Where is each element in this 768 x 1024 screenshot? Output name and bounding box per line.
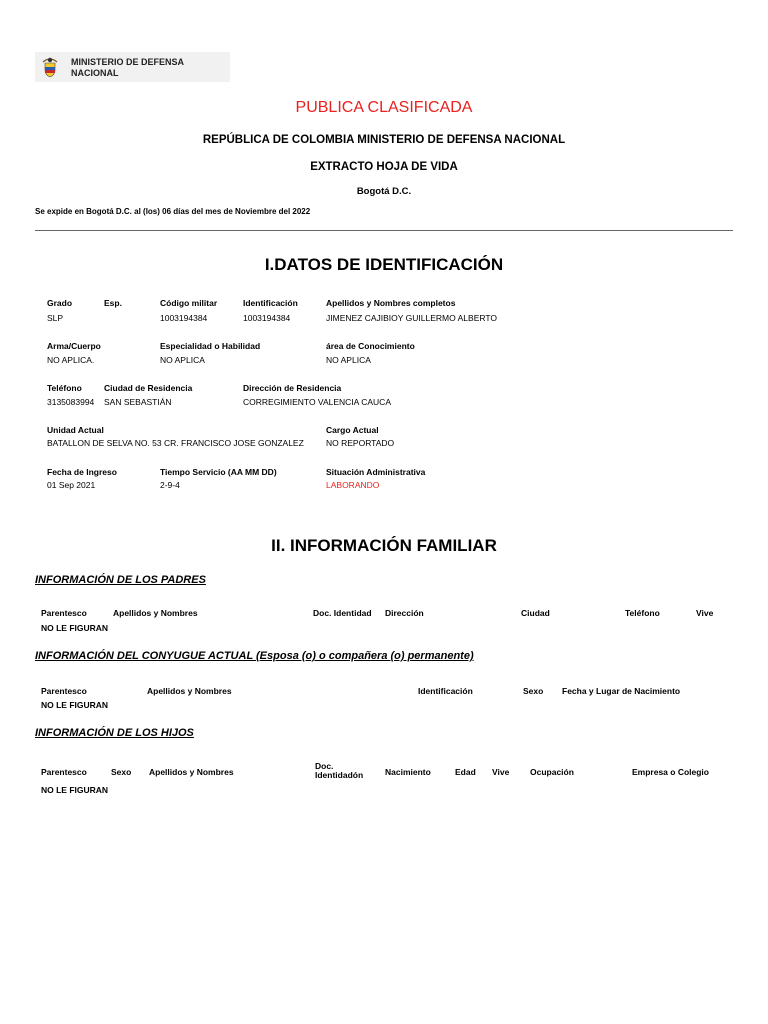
hijos-col-nacimiento: Nacimiento xyxy=(385,767,431,777)
ministry-logo xyxy=(35,52,230,82)
conyugue-subtitle: INFORMACIÓN DEL CONYUGUE ACTUAL (Esposa (o) o compañera (o) permanente) xyxy=(35,650,474,662)
hijos-col-vive: Vive xyxy=(492,767,510,777)
document-title: EXTRACTO HOJA DE VIDA xyxy=(310,161,458,173)
hijos-col-parentesco: Parentesco xyxy=(41,767,87,777)
hijos-col-ocupacion: Ocupación xyxy=(530,767,574,777)
label-unidad-actual: Unidad Actual xyxy=(47,425,104,435)
section-familiar-title: II. INFORMACIÓN FAMILIAR xyxy=(271,536,497,555)
value-cargo-actual: NO REPORTADO xyxy=(326,438,395,448)
logo-line-1: MINISTERIO DE DEFENSA xyxy=(71,57,185,67)
hijos-empty: NO LE FIGURAN xyxy=(41,785,109,795)
value-area-conocimiento: NO APLICA xyxy=(326,355,371,365)
padres-col-direccion: Dirección xyxy=(385,608,424,618)
value-codigo-militar: 1003194384 xyxy=(160,313,208,323)
divider xyxy=(35,230,733,231)
hijos-subtitle: INFORMACIÓN DE LOS HIJOS xyxy=(35,727,194,739)
classification-label: PUBLICA CLASIFICADA xyxy=(295,99,473,116)
logo-line-2: NACIONAL xyxy=(71,68,119,78)
hijos-col-nombres: Apellidos y Nombres xyxy=(149,767,234,777)
label-especialidad: Especialidad o Habilidad xyxy=(160,341,261,351)
hijos-col-sexo: Sexo xyxy=(111,767,132,777)
value-situacion-administrativa: LABORANDO xyxy=(326,480,380,490)
conyugue-col-sexo: Sexo xyxy=(523,686,544,696)
value-especialidad: NO APLICA xyxy=(160,355,205,365)
hijos-col-edad: Edad xyxy=(455,767,476,777)
padres-col-ciudad: Ciudad xyxy=(521,608,550,618)
conyugue-col-identificacion: Identificación xyxy=(418,686,473,696)
value-tiempo-servicio: 2-9-4 xyxy=(160,480,180,490)
label-nombres: Apellidos y Nombres completos xyxy=(326,298,456,308)
hijos-col-doc-line2: Identidadón xyxy=(315,770,364,780)
label-situacion-administrativa: Situación Administrativa xyxy=(326,467,426,477)
hijos-col-doc xyxy=(315,762,363,780)
value-unidad-actual: BATALLON DE SELVA NO. 53 CR. FRANCISCO JOSE GONZALEZ xyxy=(47,438,304,448)
padres-col-nombres: Apellidos y Nombres xyxy=(113,608,198,618)
value-telefono: 3135083994 xyxy=(47,397,95,407)
ministry-heading: REPÚBLICA DE COLOMBIA MINISTERIO DE DEFENSA NACIONAL xyxy=(202,134,566,146)
conyugue-empty: NO LE FIGURAN xyxy=(41,700,109,710)
padres-empty: NO LE FIGURAN xyxy=(41,623,109,633)
section-identification-title: I.DATOS DE IDENTIFICACIÓN xyxy=(264,255,504,274)
coat-of-arms-icon xyxy=(40,56,60,78)
label-telefono: Teléfono xyxy=(47,383,82,393)
value-fecha-ingreso: 01 Sep 2021 xyxy=(47,480,96,490)
label-fecha-ingreso: Fecha de Ingreso xyxy=(47,467,117,477)
value-ciudad-residencia: SAN SEBASTIÁN xyxy=(104,397,172,407)
label-codigo-militar: Código militar xyxy=(160,298,218,308)
conyugue-col-parentesco: Parentesco xyxy=(41,686,87,696)
label-direccion-residencia: Dirección de Residencia xyxy=(243,383,342,393)
label-cargo-actual: Cargo Actual xyxy=(326,425,379,435)
issue-date-text: Se expide en Bogotá D.C. al (los) 06 días del mes de Noviembre del 2022 xyxy=(35,207,311,216)
hijos-col-empresa: Empresa o Colegio xyxy=(632,767,709,777)
label-tiempo-servicio: Tiempo Servicio (AA MM DD) xyxy=(160,467,277,477)
label-arma-cuerpo: Arma/Cuerpo xyxy=(47,341,101,351)
conyugue-col-nacimiento: Fecha y Lugar de Nacimiento xyxy=(562,686,681,696)
value-direccion-residencia: CORREGIMIENTO VALENCIA CAUCA xyxy=(243,397,391,407)
padres-col-telefono: Teléfono xyxy=(625,608,660,618)
padres-col-parentesco: Parentesco xyxy=(41,608,87,618)
value-arma-cuerpo: NO APLICA. xyxy=(47,355,95,365)
padres-col-vive: Vive xyxy=(696,608,714,618)
label-ciudad-residencia: Ciudad de Residencia xyxy=(104,383,193,393)
padres-col-doc: Doc. Identidad xyxy=(313,608,372,618)
issue-city: Bogotá D.C. xyxy=(356,186,412,197)
hijos-col-doc-line1: Doc. xyxy=(315,761,334,771)
value-nombres: JIMENEZ CAJIBIOY GUILLERMO ALBERTO xyxy=(326,313,497,323)
logo-text xyxy=(71,57,184,79)
value-grado: SLP xyxy=(47,313,64,323)
conyugue-col-nombres: Apellidos y Nombres xyxy=(147,686,232,696)
label-esp: Esp. xyxy=(104,298,122,308)
label-identificacion: Identificación xyxy=(243,298,298,308)
label-grado: Grado xyxy=(47,298,73,308)
value-identificacion: 1003194384 xyxy=(243,313,291,323)
label-area-conocimiento: área de Conocimiento xyxy=(326,341,415,351)
padres-subtitle: INFORMACIÓN DE LOS PADRES xyxy=(35,574,206,586)
